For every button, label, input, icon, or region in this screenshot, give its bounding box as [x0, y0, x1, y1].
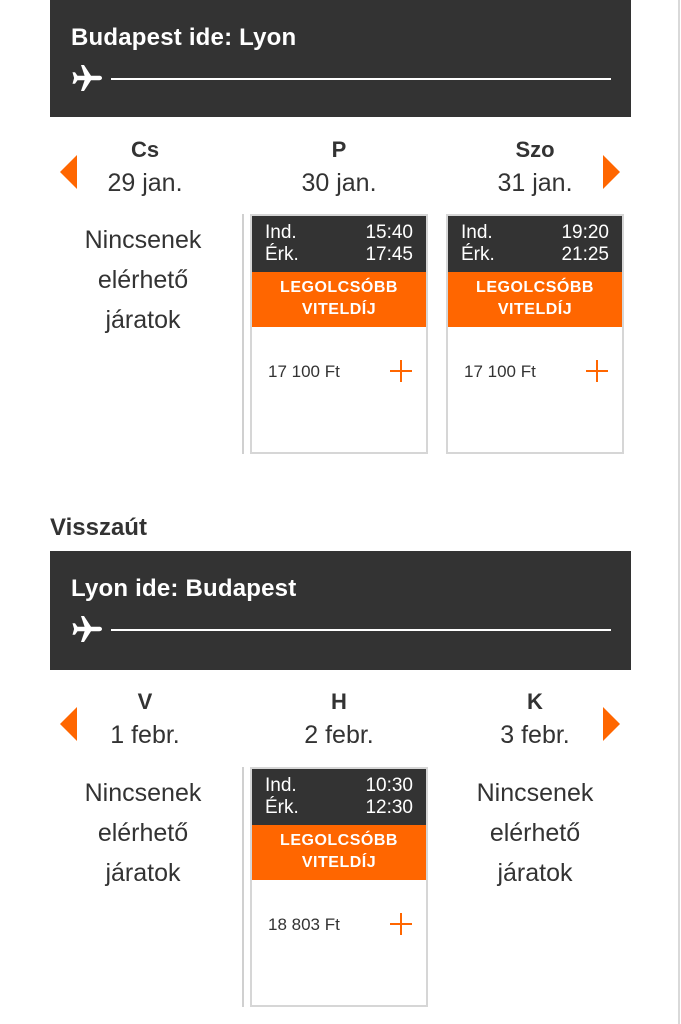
- no-flights-line: elérhető: [489, 819, 581, 847]
- arrival-label: Érk.: [265, 797, 299, 818]
- no-flights-line: Nincsenek: [84, 226, 202, 254]
- day-date: 1 febr.: [110, 721, 180, 749]
- flight-price: 17 100 Ft: [268, 362, 340, 381]
- page-edge-divider: [678, 0, 680, 1024]
- return-section-label: Visszaút: [50, 514, 147, 541]
- flight-price: 17 100 Ft: [464, 362, 536, 381]
- day-name: H: [331, 689, 347, 714]
- day-date: 29 jan.: [107, 169, 183, 197]
- flight-times: [448, 216, 622, 272]
- outbound-flight-card-2[interactable]: [446, 214, 624, 454]
- departure-label: Ind.: [461, 222, 493, 243]
- badge-line: VITELDÍJ: [497, 301, 573, 318]
- day-name: P: [331, 137, 347, 162]
- day-date: 30 jan.: [301, 169, 377, 197]
- flight-price: 18 803 Ft: [268, 915, 340, 934]
- price-row: [448, 356, 622, 384]
- badge-line: VITELDÍJ: [301, 854, 377, 871]
- outbound-no-flights-message: [48, 220, 238, 340]
- badge-line: VITELDÍJ: [301, 301, 377, 318]
- departure-time: 15:40: [365, 222, 413, 243]
- plane-icon: [71, 615, 103, 643]
- inbound-route-rule: [111, 629, 611, 631]
- arrival-label: Érk.: [265, 244, 299, 265]
- arrival-time: 21:25: [561, 244, 609, 265]
- badge-line: LEGOLCSÓBB: [280, 279, 398, 296]
- outbound-route-rule: [111, 78, 611, 80]
- no-flights-line: járatok: [105, 859, 181, 887]
- inbound-day-2[interactable]: [244, 677, 434, 750]
- outbound-flight-card-1[interactable]: [250, 214, 428, 454]
- chevron-right-icon[interactable]: [603, 155, 620, 189]
- inbound-no-flights-message-left: [48, 773, 238, 893]
- day-name: V: [137, 689, 153, 714]
- price-row: [252, 909, 426, 937]
- day-date: 31 jan.: [497, 169, 573, 197]
- badge-line: LEGOLCSÓBB: [280, 832, 398, 849]
- card-side-shadow: [242, 214, 244, 454]
- arrival-time: 12:30: [365, 797, 413, 818]
- day-name: Cs: [130, 137, 160, 162]
- no-flights-line: elérhető: [97, 266, 189, 294]
- outbound-route-line: [71, 64, 611, 92]
- price-row: [252, 356, 426, 384]
- plus-icon[interactable]: [390, 360, 412, 382]
- badge-line: LEGOLCSÓBB: [476, 279, 594, 296]
- inbound-route-line: [71, 615, 611, 643]
- inbound-day-3[interactable]: [440, 677, 630, 750]
- no-flights-line: járatok: [105, 306, 181, 334]
- inbound-day-navigation: [50, 677, 631, 757]
- outbound-route-title: Budapest ide: Lyon: [71, 24, 297, 51]
- arrival-time: 17:45: [365, 244, 413, 265]
- outbound-day-2[interactable]: [244, 125, 434, 198]
- no-flights-line: Nincsenek: [476, 779, 594, 807]
- day-date: 2 febr.: [304, 721, 374, 749]
- no-flights-line: járatok: [497, 859, 573, 887]
- departure-label: Ind.: [265, 222, 297, 243]
- plus-icon[interactable]: [586, 360, 608, 382]
- departure-time: 19:20: [561, 222, 609, 243]
- departure-time: 10:30: [365, 775, 413, 796]
- plane-icon: [71, 64, 103, 92]
- day-name: Szo: [515, 137, 555, 162]
- inbound-day-1[interactable]: [50, 677, 240, 750]
- inbound-route-title: Lyon ide: Budapest: [71, 575, 297, 602]
- outbound-day-1[interactable]: [50, 125, 240, 198]
- no-flights-line: Nincsenek: [84, 779, 202, 807]
- plus-icon[interactable]: [390, 913, 412, 935]
- departure-label: Ind.: [265, 775, 297, 796]
- no-flights-line: elérhető: [97, 819, 189, 847]
- outbound-day-navigation: [50, 125, 631, 205]
- outbound-route-header: [50, 0, 631, 117]
- inbound-route-header: [50, 551, 631, 670]
- chevron-right-icon[interactable]: [603, 707, 620, 741]
- day-name: K: [527, 689, 543, 714]
- card-side-shadow: [242, 767, 244, 1007]
- day-date: 3 febr.: [500, 721, 570, 749]
- inbound-flight-card-1[interactable]: [250, 767, 428, 1007]
- inbound-no-flights-message-right: [440, 773, 630, 893]
- flight-times: [252, 216, 426, 272]
- cheapest-fare-badge: [448, 272, 622, 327]
- cheapest-fare-badge: [252, 825, 426, 880]
- outbound-day-3[interactable]: [440, 125, 630, 198]
- cheapest-fare-badge: [252, 272, 426, 327]
- arrival-label: Érk.: [461, 244, 495, 265]
- flight-times: [252, 769, 426, 825]
